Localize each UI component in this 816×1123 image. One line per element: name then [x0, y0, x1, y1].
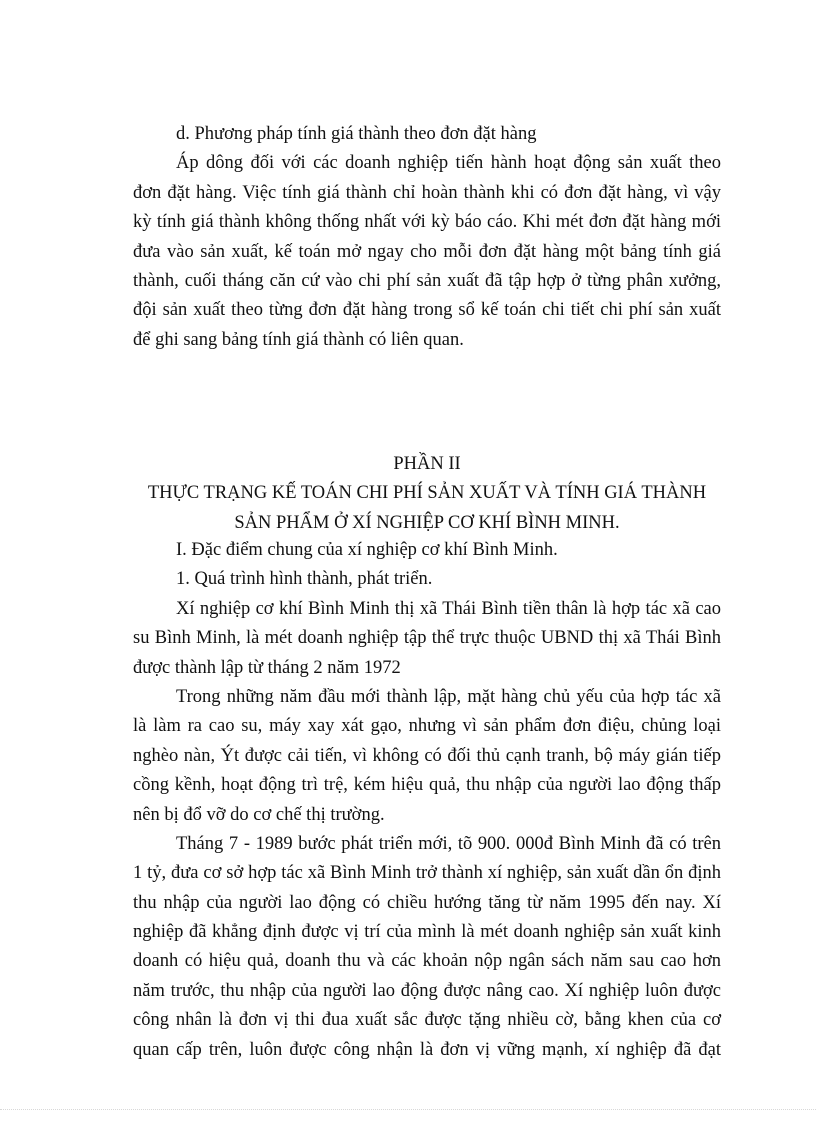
part-title-line-2: SẢN PHẨM Ở XÍ NGHIỆP CƠ KHÍ BÌNH MINH. [234, 512, 620, 533]
paragraph-line: Xí nghiệp cơ khí Bình Minh thị xã Thái Bình tiền thân là hợp tác xã cao [176, 598, 721, 619]
paragraph-line: nên bị đổ vỡ do cơ chế thị trường. [133, 804, 385, 825]
paragraph-line: đưa vào sản xuất, kế toán mở ngay cho mỗi đơn đặt hàng một bảng tính giá [133, 241, 721, 262]
page-footer-divider [0, 1109, 816, 1110]
paragraph-line: thu nhập của người lao động có chiều hướng tăng từ năm 1995 đến nay. Xí [133, 892, 721, 913]
paragraph-line: để ghi sang bảng tính giá thành có liên quan. [133, 329, 464, 350]
paragraph-line: thành, cuối tháng căn cứ vào chi phí sản xuất đã tập hợp ở từng phân xưởng, [133, 270, 721, 291]
paragraph-line: đơn đặt hàng. Việc tính giá thành chỉ hoàn thành khi có đơn đặt hàng, vì vậy [133, 182, 721, 203]
paragraph-line: kỳ tính giá thành không thống nhất với kỳ báo cáo. Khi mét đơn đặt hàng mới [133, 212, 721, 233]
part-title-line-1: THỰC TRẠNG KẾ TOÁN CHI PHÍ SẢN XUẤT VÀ TÍNH GIÁ THÀNH [147, 483, 707, 504]
part-number: PHẦN II [393, 454, 461, 474]
paragraph-line: nghiệp đã khẳng định được vị trí của mình là mét doanh nghiệp sản xuất kinh [133, 922, 721, 943]
paragraph-line: doanh có hiệu quả, doanh thu và các khoản nộp ngân sách năm sau cao hơn [133, 951, 721, 972]
paragraph-line: quan cấp trên, luôn được công nhận là đơn vị vững mạnh, xí nghiệp đã đạt [133, 1039, 721, 1060]
paragraph-line: su Bình Minh, là mét doanh nghiệp tập thể trực thuộc UBND thị xã Thái Bình [133, 628, 721, 649]
section-d [133, 120, 721, 355]
part-body [133, 536, 721, 1065]
paragraph-line: công nhân là đơn vị thi đua xuất sắc được tặng nhiều cờ, bằng khen của cơ [133, 1010, 721, 1031]
subheading-2: 1. Quá trình hình thành, phát triển. [176, 569, 433, 590]
paragraph-line: được thành lập từ tháng 2 năm 1972 [133, 657, 401, 678]
paragraph-line: Áp dông đối với các doanh nghiệp tiến hành hoạt động sản xuất theo [176, 153, 721, 174]
subheading-1: I. Đặc điểm chung của xí nghiệp cơ khí Bình Minh. [176, 540, 558, 560]
paragraph-line: cồng kềnh, hoạt động trì trệ, kém hiệu quả, thu nhập của người lao động thấp [133, 775, 721, 796]
paragraph-line: là làm ra cao su, máy xay xát gạo, nhưng vì sản phẩm đơn điệu, chủng loại [133, 716, 721, 737]
paragraph-line: đội sản xuất theo từng đơn đặt hàng trong sổ kế toán chi tiết chi phí sản xuất [133, 300, 721, 321]
paragraph-line: năm trước, thu nhập của người lao động được nâng cao. Xí nghiệp luôn được [133, 980, 721, 1001]
part-heading [133, 450, 721, 538]
paragraph-line: Tháng 7 - 1989 bước phát triển mới, tõ 900. 000đ Bình Minh đã có trên [176, 833, 721, 854]
paragraph-line: Trong những năm đầu mới thành lập, mặt hàng chủ yếu của hợp tác xã [176, 686, 721, 707]
section-heading: d. Phương pháp tính giá thành theo đơn đặt hàng [176, 124, 537, 144]
paragraph-line: nghèo nàn, Ýt được cải tiến, vì không có đối thủ cạnh tranh, bộ máy gián tiếp [133, 745, 721, 766]
paragraph-line: 1 tỷ, đưa cơ sở hợp tác xã Bình Minh trở thành xí nghiệp, sản xuất dần ổn định [133, 863, 721, 884]
